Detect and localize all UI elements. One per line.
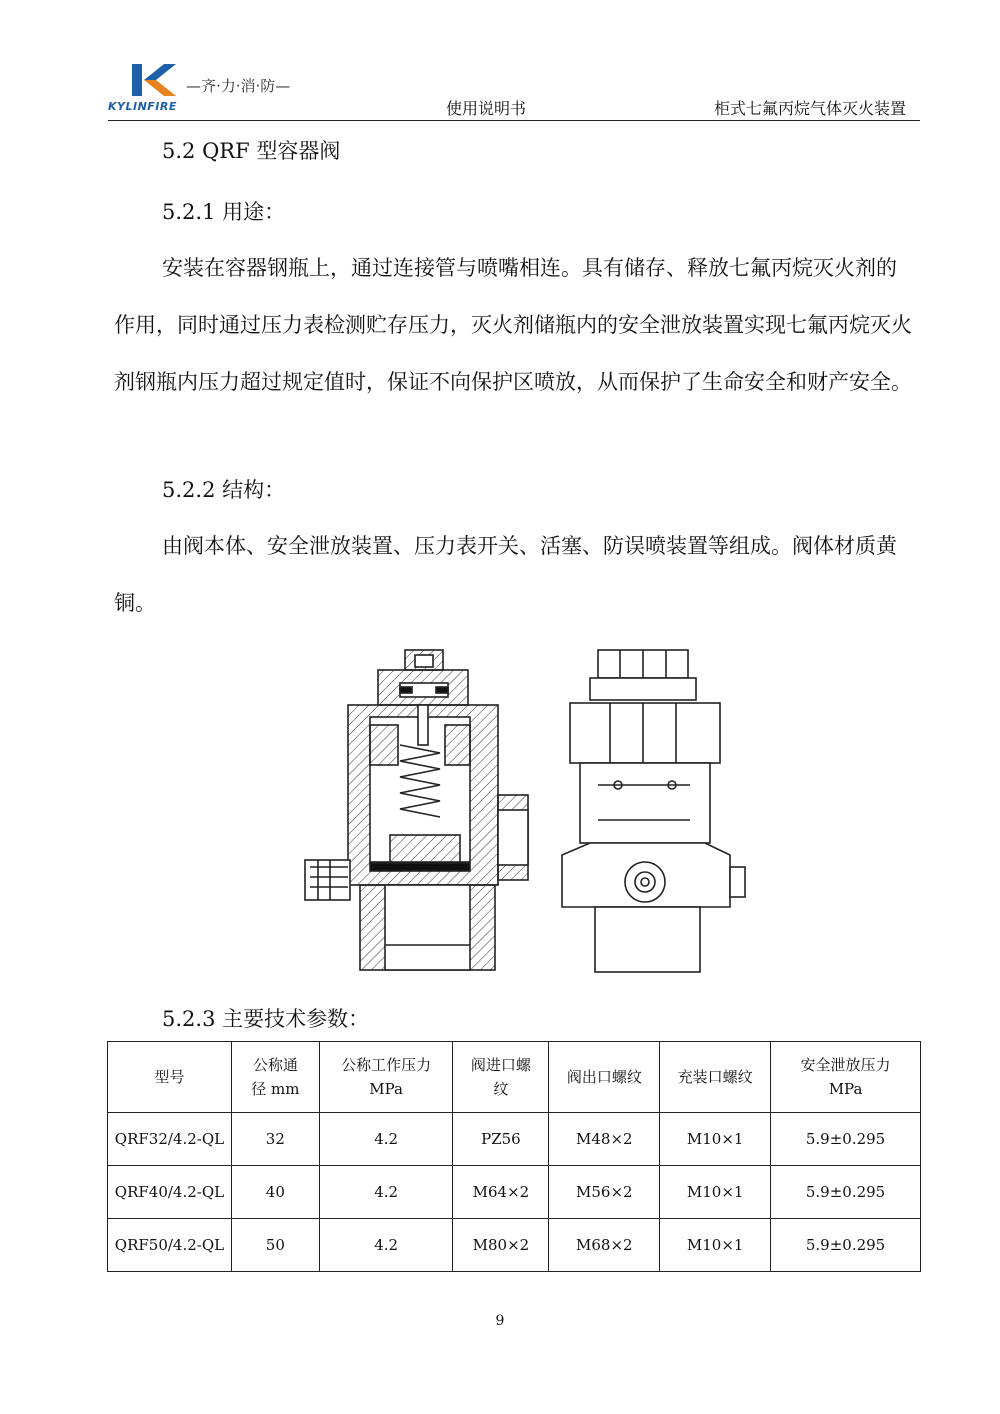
structure-heading: 5.2.2 结构： (162, 478, 286, 502)
page-header (108, 58, 920, 121)
table-header-cell: 阀出口螺纹 (549, 1042, 660, 1113)
section-title: 5.2 QRF 型容器阀 (162, 139, 341, 163)
table-cell: M10×1 (660, 1219, 771, 1272)
table-cell: QRF50/4.2-QL (108, 1219, 232, 1272)
use-heading: 5.2.1 用途： (162, 200, 286, 224)
table-cell: QRF32/4.2-QL (108, 1113, 232, 1166)
table-row (108, 1113, 921, 1166)
header-product-name: 柜式七氟丙烷气体灭火装置 (713, 99, 906, 118)
table-cell: 50 (231, 1219, 319, 1272)
table-cell: QRF40/4.2-QL (108, 1166, 232, 1219)
table-header-cell: 安全泄放压力 MPa (771, 1042, 921, 1113)
logo-brand-text: KYLINFIRE (108, 100, 177, 113)
table-cell: M10×1 (660, 1166, 771, 1219)
table-cell: 5.9±0.295 (771, 1166, 921, 1219)
table-cell: 4.2 (319, 1219, 453, 1272)
logo-slogan: —齐·力·消·防— (186, 77, 291, 95)
use-paragraph: 安装在容器钢瓶上，通过连接管与喷嘴相连。具有储存、释放七氟丙烷灭火剂的作用，同时通过压力表检测贮存压力，灭火剂储瓶内的安全泄放装置实现七氟丙烷灭火剂钢瓶内压力超过规定值时，保证不向保护区喷放，从而保护了生命安全和财产安全。 (114, 256, 912, 394)
table-header-cell: 公称工作压力 MPa (319, 1042, 453, 1113)
table-cell: 5.9±0.295 (771, 1113, 921, 1166)
technical-parameters-table (107, 1041, 921, 1272)
table-cell: 32 (231, 1113, 319, 1166)
table-cell: M10×1 (660, 1113, 771, 1166)
table-row (108, 1219, 921, 1272)
table-cell: PZ56 (453, 1113, 549, 1166)
table-row (108, 1166, 921, 1219)
table-cell: M56×2 (549, 1166, 660, 1219)
table-cell: M80×2 (453, 1219, 549, 1272)
table-cell: M48×2 (549, 1113, 660, 1166)
table-header-cell: 型号 (108, 1042, 232, 1113)
table-header-cell: 充装口螺纹 (660, 1042, 771, 1113)
table-header-cell: 公称通 径 mm (231, 1042, 319, 1113)
table-header-row (108, 1042, 921, 1113)
structure-paragraph: 由阀本体、安全泄放装置、压力表开关、活塞、防误喷装置等组成。阀体材质黄铜。 (114, 534, 897, 615)
table-cell: 5.9±0.295 (771, 1219, 921, 1272)
valve-external-view (562, 650, 745, 972)
table-header-cell: 阀进口螺 纹 (453, 1042, 549, 1113)
header-doc-type: 使用说明书 (446, 99, 527, 118)
valve-drawing (300, 645, 770, 980)
params-heading: 5.2.3 主要技术参数： (162, 1007, 370, 1031)
table-cell: M64×2 (453, 1166, 549, 1219)
valve-section-view (305, 650, 528, 970)
table-cell: M68×2 (549, 1219, 660, 1272)
table-cell: 40 (231, 1166, 319, 1219)
kylinfire-logo-icon (130, 62, 176, 98)
page-number: 9 (495, 1313, 505, 1329)
table-cell: 4.2 (319, 1166, 453, 1219)
table-cell: 4.2 (319, 1113, 453, 1166)
